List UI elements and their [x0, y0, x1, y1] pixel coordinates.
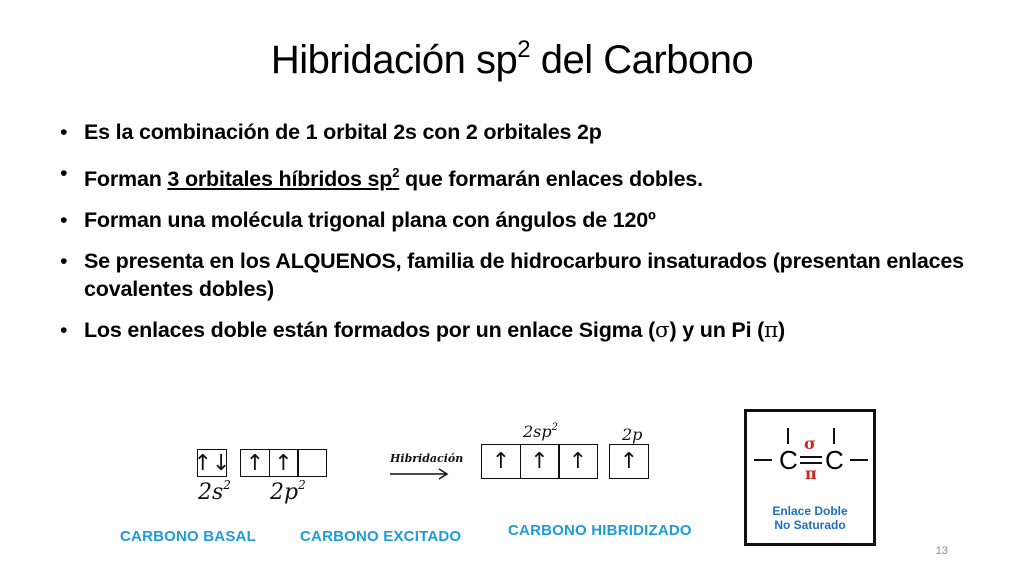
orbital-cell: ↑↓ [193, 450, 231, 476]
label-sup: 2 [298, 478, 306, 492]
bullet-list [60, 118, 980, 358]
caption-carbono-basal: CARBONO BASAL [120, 528, 256, 545]
superscript: 2 [392, 165, 400, 180]
label-text: 2p [270, 480, 299, 505]
double-bond-structure [744, 409, 876, 546]
pi-symbol: π [764, 318, 779, 343]
hybridization-arrow-icon [388, 466, 452, 482]
orbital-cell: ↑ [481, 444, 521, 479]
bullet-item [60, 159, 980, 193]
hybridization-label: Hibridación [390, 452, 464, 465]
bullet-item [60, 206, 980, 234]
orbital-cell: ↑ [240, 449, 270, 477]
label-sup: 2 [551, 422, 559, 433]
label-text: 2sp [523, 422, 552, 441]
orbital-sp2-boxes [481, 444, 598, 479]
bullet-text: Es la combinación de 1 orbital 2s con 2 orbitales 2p [84, 120, 602, 144]
bullet-text: Forman una molécula trigonal plana con ángulos de 120º [84, 208, 656, 232]
bullet-item [60, 118, 980, 146]
pi-symbol: π [805, 464, 817, 483]
sigma-symbol: σ [804, 434, 816, 453]
orbital-2p-boxes [240, 449, 327, 477]
bullet-text: Los enlaces doble están formados por un enlace Sigma ( [84, 318, 656, 342]
caption-carbono-excitado: CARBONO EXCITADO [300, 528, 462, 545]
orbital-2s-box [193, 449, 231, 477]
label-2sp2 [523, 422, 558, 441]
bullet-text: Forman [84, 167, 168, 191]
page-number: 13 [935, 545, 948, 557]
orbital-cell [297, 449, 327, 477]
structure-caption-line: Enlace Doble [772, 504, 848, 518]
sigma-symbol: σ [655, 318, 670, 343]
orbital-p-box [609, 444, 649, 479]
slide-title [0, 36, 1024, 83]
caption-carbono-hibridizado: CARBONO HIBRIDIZADO [508, 522, 692, 539]
carbon-atom-right: C [825, 445, 844, 475]
bullet-text: ) y un Pi ( [669, 318, 765, 342]
orbital-cell: ↑ [520, 444, 560, 479]
orbital-cell: ↑ [609, 444, 649, 479]
structure-caption-line: No Saturado [774, 518, 846, 532]
title-superscript: 2 [517, 36, 531, 63]
underlined-part: 3 orbitales híbridos sp [167, 167, 393, 191]
orbital-cell: ↑ [269, 449, 299, 477]
label-2p-hybrid: 2p [622, 425, 643, 444]
label-text: 2s [198, 480, 224, 505]
orbital-cell: ↑ [558, 444, 598, 479]
bullet-text: Se presenta en los ALQUENOS, familia de hidrocarburo insaturados (presentan enlaces covalentes dobles) [84, 249, 964, 301]
structure-caption [747, 504, 873, 532]
bullet-item [60, 247, 980, 303]
bullet-text: ) [778, 318, 785, 342]
label-2p [270, 478, 306, 505]
underlined-text [167, 167, 399, 191]
title-text: Hibridación sp [270, 38, 518, 82]
bullet-item [60, 316, 980, 345]
label-sup: 2 [223, 478, 231, 492]
title-text-rest: del Carbono [530, 38, 754, 82]
carbon-atom-left: C [779, 445, 798, 475]
bullet-text: que formarán enlaces dobles. [399, 167, 703, 191]
label-2s [198, 478, 231, 505]
